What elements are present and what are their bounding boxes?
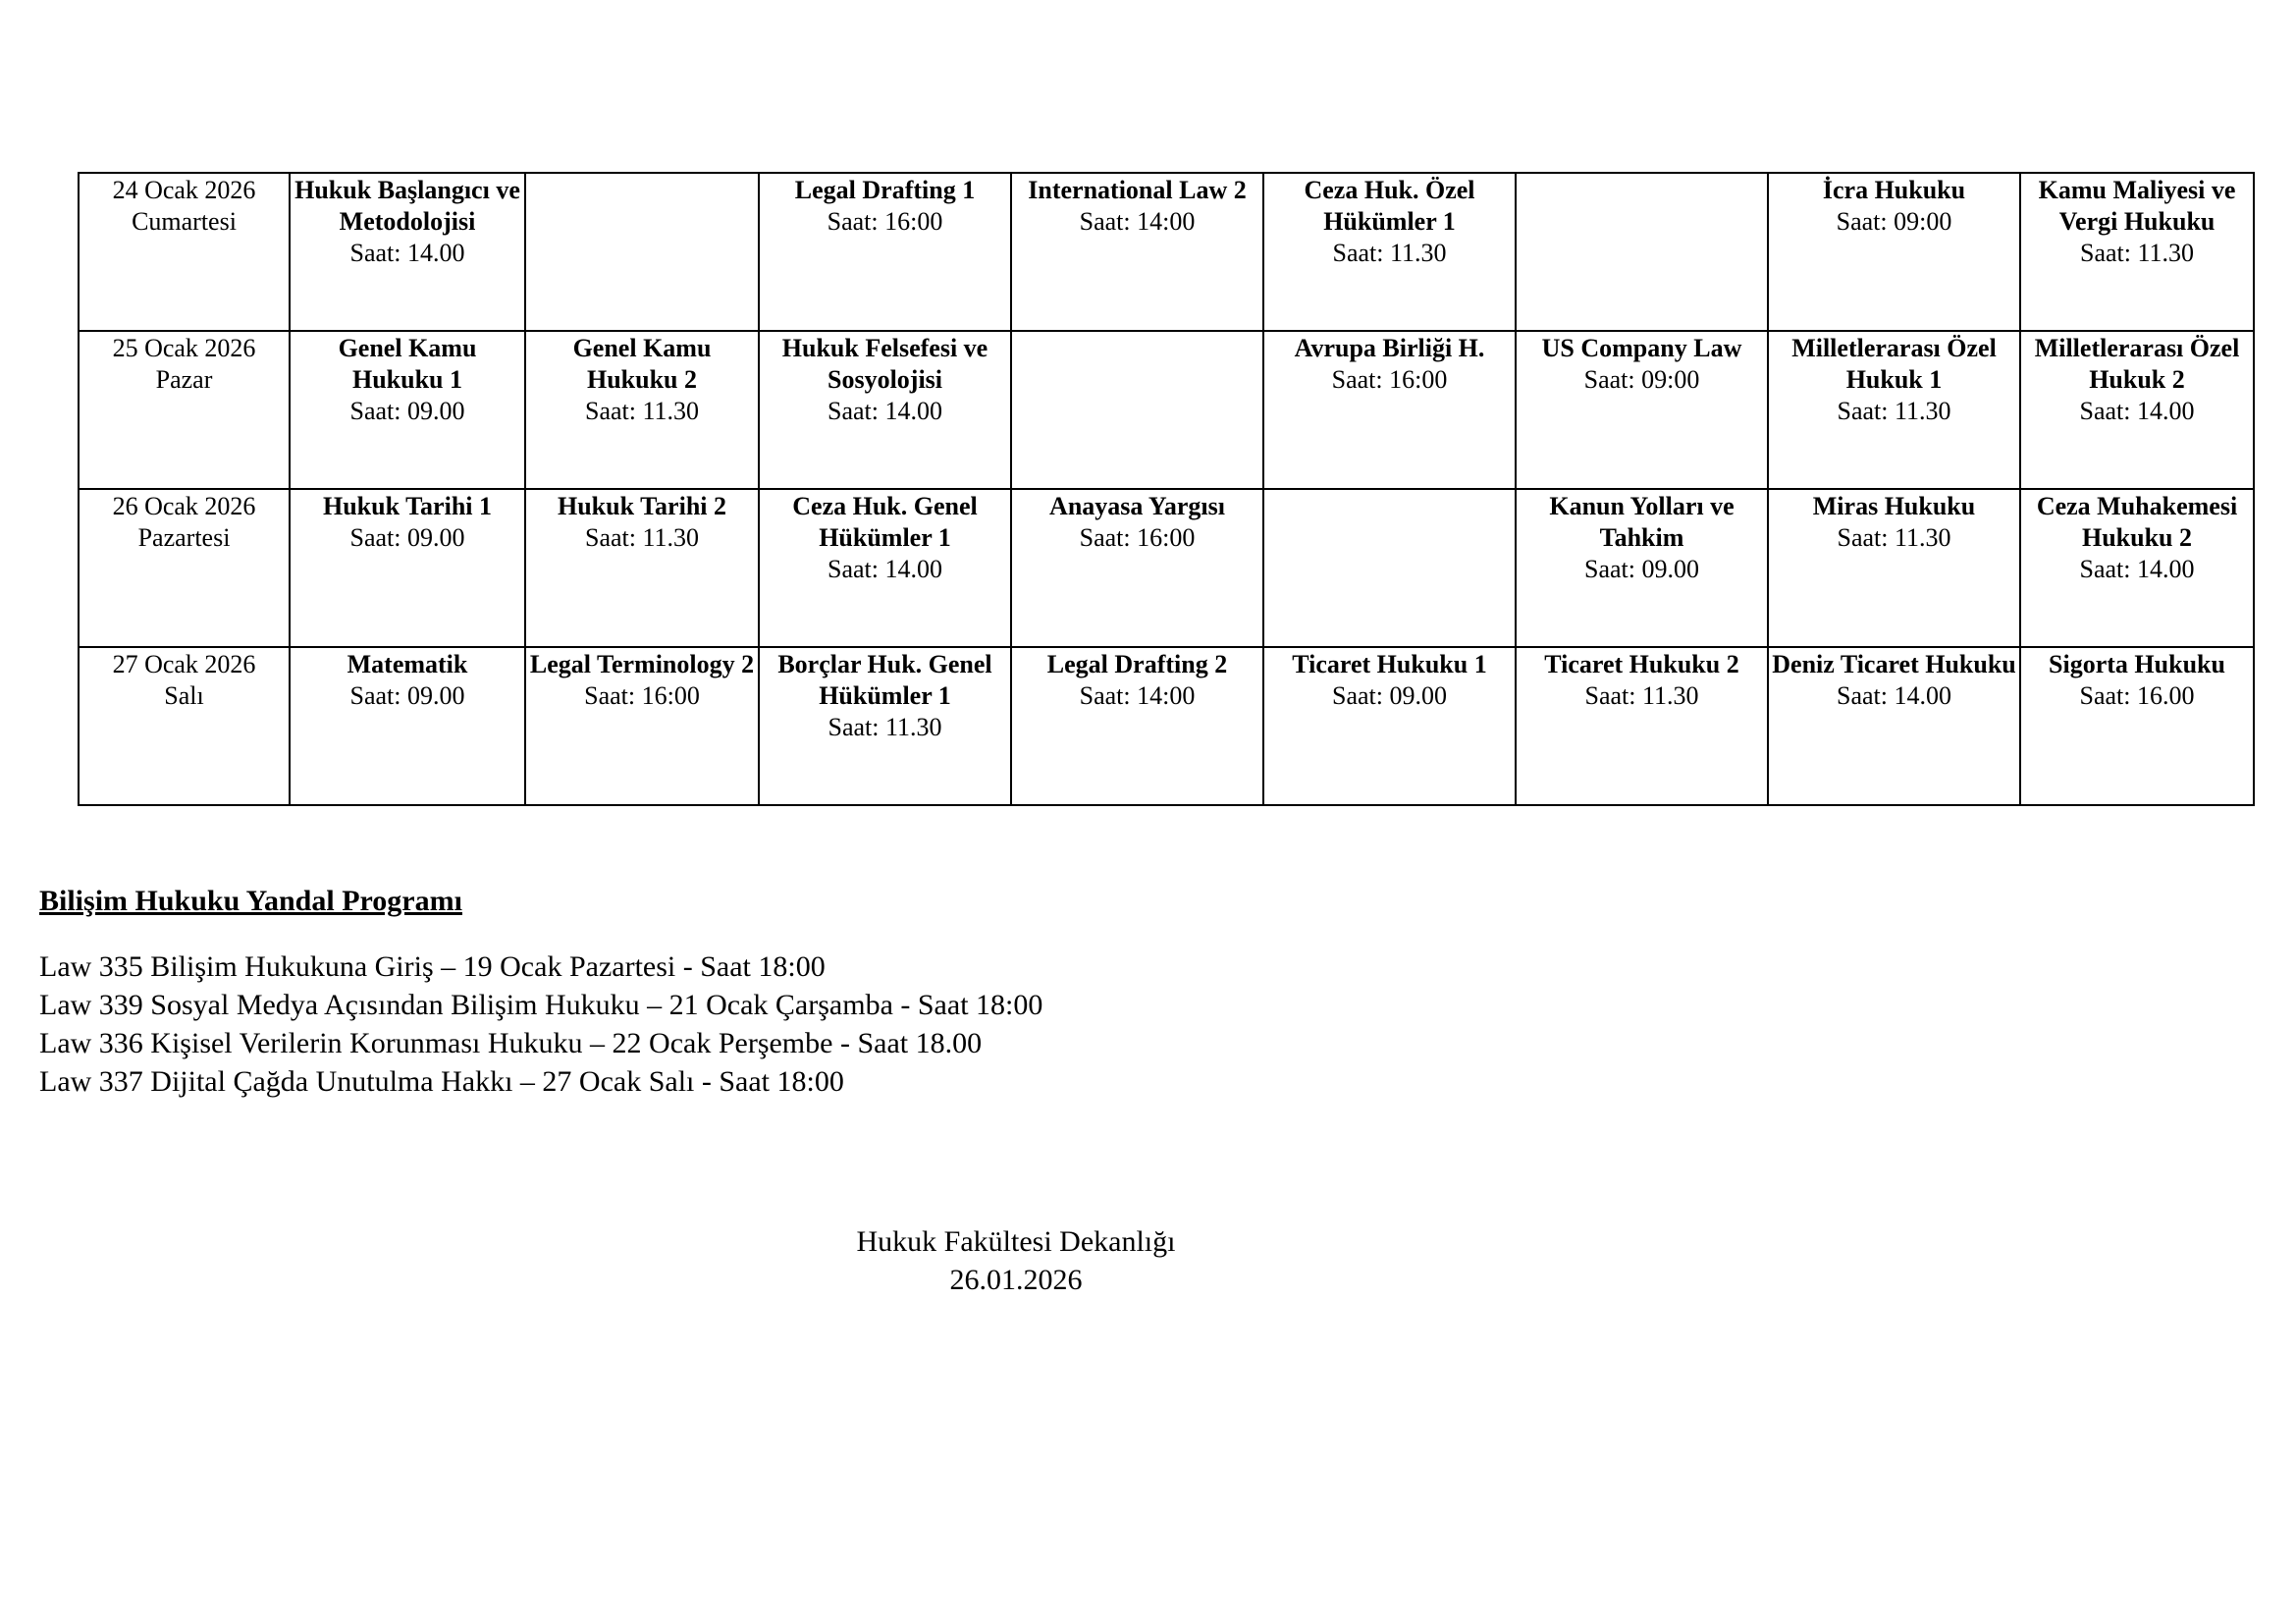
- signature-block: [815, 1222, 1217, 1299]
- table-row: [79, 173, 2254, 331]
- exam-cell: [1011, 647, 1263, 805]
- exam-time: Saat: 11.30: [1837, 397, 1951, 425]
- exam-date: 27 Ocak 2026: [112, 650, 256, 678]
- course-name: Sigorta Hukuku: [2049, 650, 2225, 678]
- exam-time: Saat: 09.00: [1332, 681, 1447, 710]
- course-name: Hukuk Tarihi 1: [323, 492, 492, 520]
- exam-time: Saat: 11.30: [1584, 681, 1699, 710]
- exam-cell: [1263, 331, 1516, 489]
- exam-time: Saat: 14.00: [1837, 681, 1951, 710]
- table-row: [79, 489, 2254, 647]
- exam-time: Saat: 11.30: [828, 713, 942, 741]
- course-name: Hukuk Başlangıcı ve Metodolojisi: [294, 176, 520, 236]
- exam-day: Pazartesi: [137, 523, 231, 552]
- course-name: Milletlerarası Özel Hukuk 1: [1791, 334, 1997, 394]
- exam-time: Saat: 16:00: [1331, 365, 1448, 394]
- exam-cell: [1768, 489, 2020, 647]
- course-name: Ceza Huk. Özel Hükümler 1: [1304, 176, 1475, 236]
- exam-time: Saat: 09.00: [1584, 555, 1699, 583]
- course-name: Ticaret Hukuku 2: [1544, 650, 1739, 678]
- exam-date: 25 Ocak 2026: [112, 334, 256, 362]
- exam-time: Saat: 09:00: [1583, 365, 1700, 394]
- exam-time: Saat: 14.00: [2079, 555, 2195, 583]
- exam-time: Saat: 11.30: [1837, 523, 1951, 552]
- date-cell: [79, 173, 290, 331]
- course-name: Legal Drafting 1: [794, 176, 976, 204]
- exam-cell: [525, 173, 759, 331]
- exam-day: Cumartesi: [132, 207, 237, 236]
- exam-cell: [1263, 489, 1516, 647]
- exam-cell: [1516, 173, 1768, 331]
- exam-cell: [1516, 647, 1768, 805]
- exam-cell: [290, 489, 525, 647]
- table-row: [79, 331, 2254, 489]
- table-row: [79, 647, 2254, 805]
- exam-time: Saat: 14.00: [828, 555, 942, 583]
- exam-cell: [1768, 647, 2020, 805]
- date-cell: [79, 489, 290, 647]
- exam-time: Saat: 14:00: [1079, 207, 1196, 236]
- course-name: İcra Hukuku: [1822, 176, 1966, 204]
- minor-program-item: Law 337 Dijital Çağda Unutulma Hakkı – 27 Ocak Salı - Saat 18:00: [39, 1065, 844, 1098]
- exam-time: Saat: 16:00: [584, 681, 700, 710]
- minor-program-item: Law 335 Bilişim Hukukuna Giriş – 19 Ocak Pazartesi - Saat 18:00: [39, 950, 826, 983]
- course-name: Hukuk Felsefesi ve Sosyolojisi: [781, 334, 988, 394]
- date-cell: [79, 331, 290, 489]
- exam-cell: [290, 647, 525, 805]
- course-name: Genel Kamu Hukuku 1: [338, 334, 477, 394]
- course-name: Ceza Muhakemesi Hukuku 2: [2036, 492, 2238, 552]
- date-cell: [79, 647, 290, 805]
- schedule-body: [79, 173, 2254, 805]
- exam-cell: [525, 489, 759, 647]
- exam-time: Saat: 09.00: [349, 397, 465, 425]
- course-name: Kamu Maliyesi ve Vergi Hukuku: [2038, 176, 2236, 236]
- course-name: Borçlar Huk. Genel Hükümler 1: [777, 650, 992, 710]
- exam-cell: [759, 173, 1011, 331]
- exam-time: Saat: 11.30: [2079, 239, 2195, 267]
- exam-schedule-table: [78, 172, 2255, 806]
- course-name: International Law 2: [1028, 176, 1247, 204]
- minor-program-item: Law 336 Kişisel Verilerin Korunması Hukuku – 22 Ocak Perşembe - Saat 18.00: [39, 1027, 983, 1059]
- course-name: Kanun Yolları ve Tahkim: [1549, 492, 1735, 552]
- signature-office: Hukuk Fakültesi Dekanlığı: [856, 1225, 1176, 1258]
- exam-cell: [1768, 173, 2020, 331]
- exam-time: Saat: 16:00: [827, 207, 943, 236]
- exam-cell: [2020, 489, 2254, 647]
- course-name: Matematik: [347, 650, 468, 678]
- exam-day: Salı: [164, 681, 204, 710]
- exam-time: Saat: 09:00: [1836, 207, 1952, 236]
- exam-cell: [1516, 331, 1768, 489]
- exam-time: Saat: 14.00: [349, 239, 465, 267]
- course-name: Deniz Ticaret Hukuku: [1772, 650, 2016, 678]
- course-name: Hukuk Tarihi 2: [558, 492, 726, 520]
- exam-time: Saat: 11.30: [584, 397, 700, 425]
- exam-time: Saat: 09.00: [349, 523, 465, 552]
- course-name: US Company Law: [1541, 334, 1742, 362]
- exam-cell: [759, 647, 1011, 805]
- course-name: Ceza Huk. Genel Hükümler 1: [792, 492, 978, 552]
- course-name: Anayasa Yargısı: [1049, 492, 1225, 520]
- exam-cell: [1263, 647, 1516, 805]
- minor-program-section: [39, 884, 1414, 1101]
- exam-cell: [1011, 331, 1263, 489]
- exam-time: Saat: 09.00: [349, 681, 465, 710]
- course-name: Avrupa Birliği H.: [1294, 334, 1485, 362]
- course-name: Legal Drafting 2: [1046, 650, 1228, 678]
- exam-cell: [1011, 173, 1263, 331]
- exam-cell: [525, 647, 759, 805]
- exam-time: Saat: 11.30: [584, 523, 700, 552]
- exam-cell: [290, 331, 525, 489]
- exam-cell: [2020, 331, 2254, 489]
- exam-date: 26 Ocak 2026: [112, 492, 256, 520]
- exam-cell: [759, 331, 1011, 489]
- exam-time: Saat: 16:00: [1079, 523, 1196, 552]
- exam-cell: [2020, 647, 2254, 805]
- exam-day: Pazar: [155, 365, 213, 394]
- exam-time: Saat: 14.00: [2079, 397, 2195, 425]
- exam-time: Saat: 14:00: [1079, 681, 1196, 710]
- course-name: Genel Kamu Hukuku 2: [572, 334, 712, 394]
- exam-cell: [1768, 331, 2020, 489]
- exam-time: Saat: 16.00: [2079, 681, 2195, 710]
- exam-time: Saat: 11.30: [1332, 239, 1447, 267]
- exam-cell: [1263, 173, 1516, 331]
- exam-cell: [1011, 489, 1263, 647]
- exam-time: Saat: 14.00: [828, 397, 942, 425]
- exam-cell: [2020, 173, 2254, 331]
- minor-program-title: Bilişim Hukuku Yandal Programı: [39, 885, 462, 917]
- course-name: Milletlerarası Özel Hukuk 2: [2034, 334, 2240, 394]
- course-name: Ticaret Hukuku 1: [1292, 650, 1487, 678]
- course-name: Legal Terminology 2: [529, 650, 755, 678]
- signature-date: 26.01.2026: [949, 1264, 1083, 1296]
- minor-program-item: Law 339 Sosyal Medya Açısından Bilişim Hukuku – 21 Ocak Çarşamba - Saat 18:00: [39, 989, 1043, 1021]
- exam-cell: [759, 489, 1011, 647]
- exam-cell: [1516, 489, 1768, 647]
- exam-cell: [525, 331, 759, 489]
- course-name: Miras Hukuku: [1812, 492, 1976, 520]
- exam-cell: [290, 173, 525, 331]
- exam-date: 24 Ocak 2026: [112, 176, 256, 204]
